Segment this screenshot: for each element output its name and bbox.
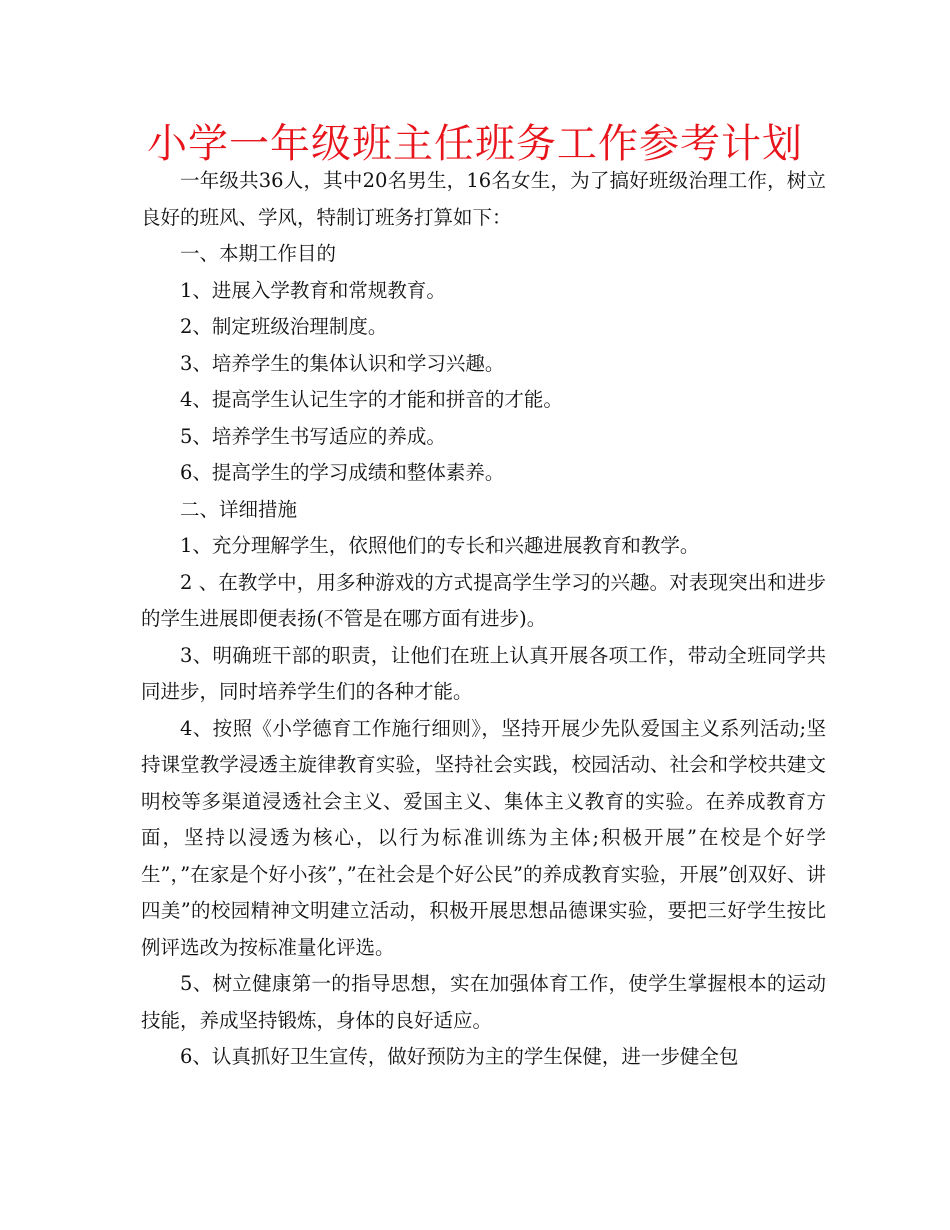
goal-item: 6、提高学生的学习成绩和整体素养。 — [180, 461, 505, 484]
goal-item: 2、制定班级治理制度。 — [180, 315, 388, 338]
measure-item: 5、树立健康第一的指导思想，实在加强体育工作，使学生掌握根本的运动技能，养成坚持锻炼，身体的良好适应。 — [141, 972, 826, 1032]
measure-item: 3、明确班干部的职责，让他们在班上认真开展各项工作，带动全班同学共同进步，同时培养学生们的各种才能。 — [141, 643, 826, 703]
measure-item: 6、认真抓好卫生宣传，做好预防为主的学生保健，进一步健全包 — [180, 1045, 739, 1068]
document-title: 小学一年级班主任班务工作参考计划 — [147, 121, 803, 167]
paragraph-intro: 一年级共36人，其中20名男生，16名女生，为了搞好班级治理工作，树立良好的班风、学风，特制订班务打算如下： — [141, 169, 826, 229]
section-heading-goals: 一、本期工作目的 — [180, 242, 337, 265]
goal-item: 1、进展入学教育和常规教育。 — [180, 278, 446, 302]
goal-item: 3、培养学生的集体认识和学习兴趣。 — [180, 351, 505, 375]
section-heading-measures: 二、详细措施 — [180, 497, 298, 521]
goal-item: 5、培养学生书写适应的养成。 — [180, 424, 446, 448]
measure-item: 1、充分理解学生，依照他们的专长和兴趣进展教育和教学。 — [180, 534, 700, 557]
document-body — [141, 163, 826, 1076]
goal-item: 4、提高学生认记生字的才能和拼音的才能。 — [180, 388, 563, 411]
measure-item: 2 、在教学中，用多种游戏的方式提高学生学习的兴趣。对表现突出和进步的学生进展即便表扬(不管是在哪方面有进步)。 — [141, 570, 826, 630]
measure-item: 4、按照《小学德育工作施行细则》，坚持开展少先队爱国主义系列活动;坚持课堂教学浸透主旋律教育实验，坚持社会实践，校园活动、社会和学校共建文明校等多渠道浸透社会主义、爱国主义、集体主义教育的实验。在养成教育方面，坚持以浸透为核心，以行为标准训练为主体;积极开展”在校是个好学生”，”在家是个好小孩”，”在社会是个好公民”的养成教育实验，开展”创双好、讲四美”的校园精神文明建立活动，积极开展思想品德课实验，要把三好学生按比例评选改为按标准量化评选。 — [141, 716, 826, 959]
